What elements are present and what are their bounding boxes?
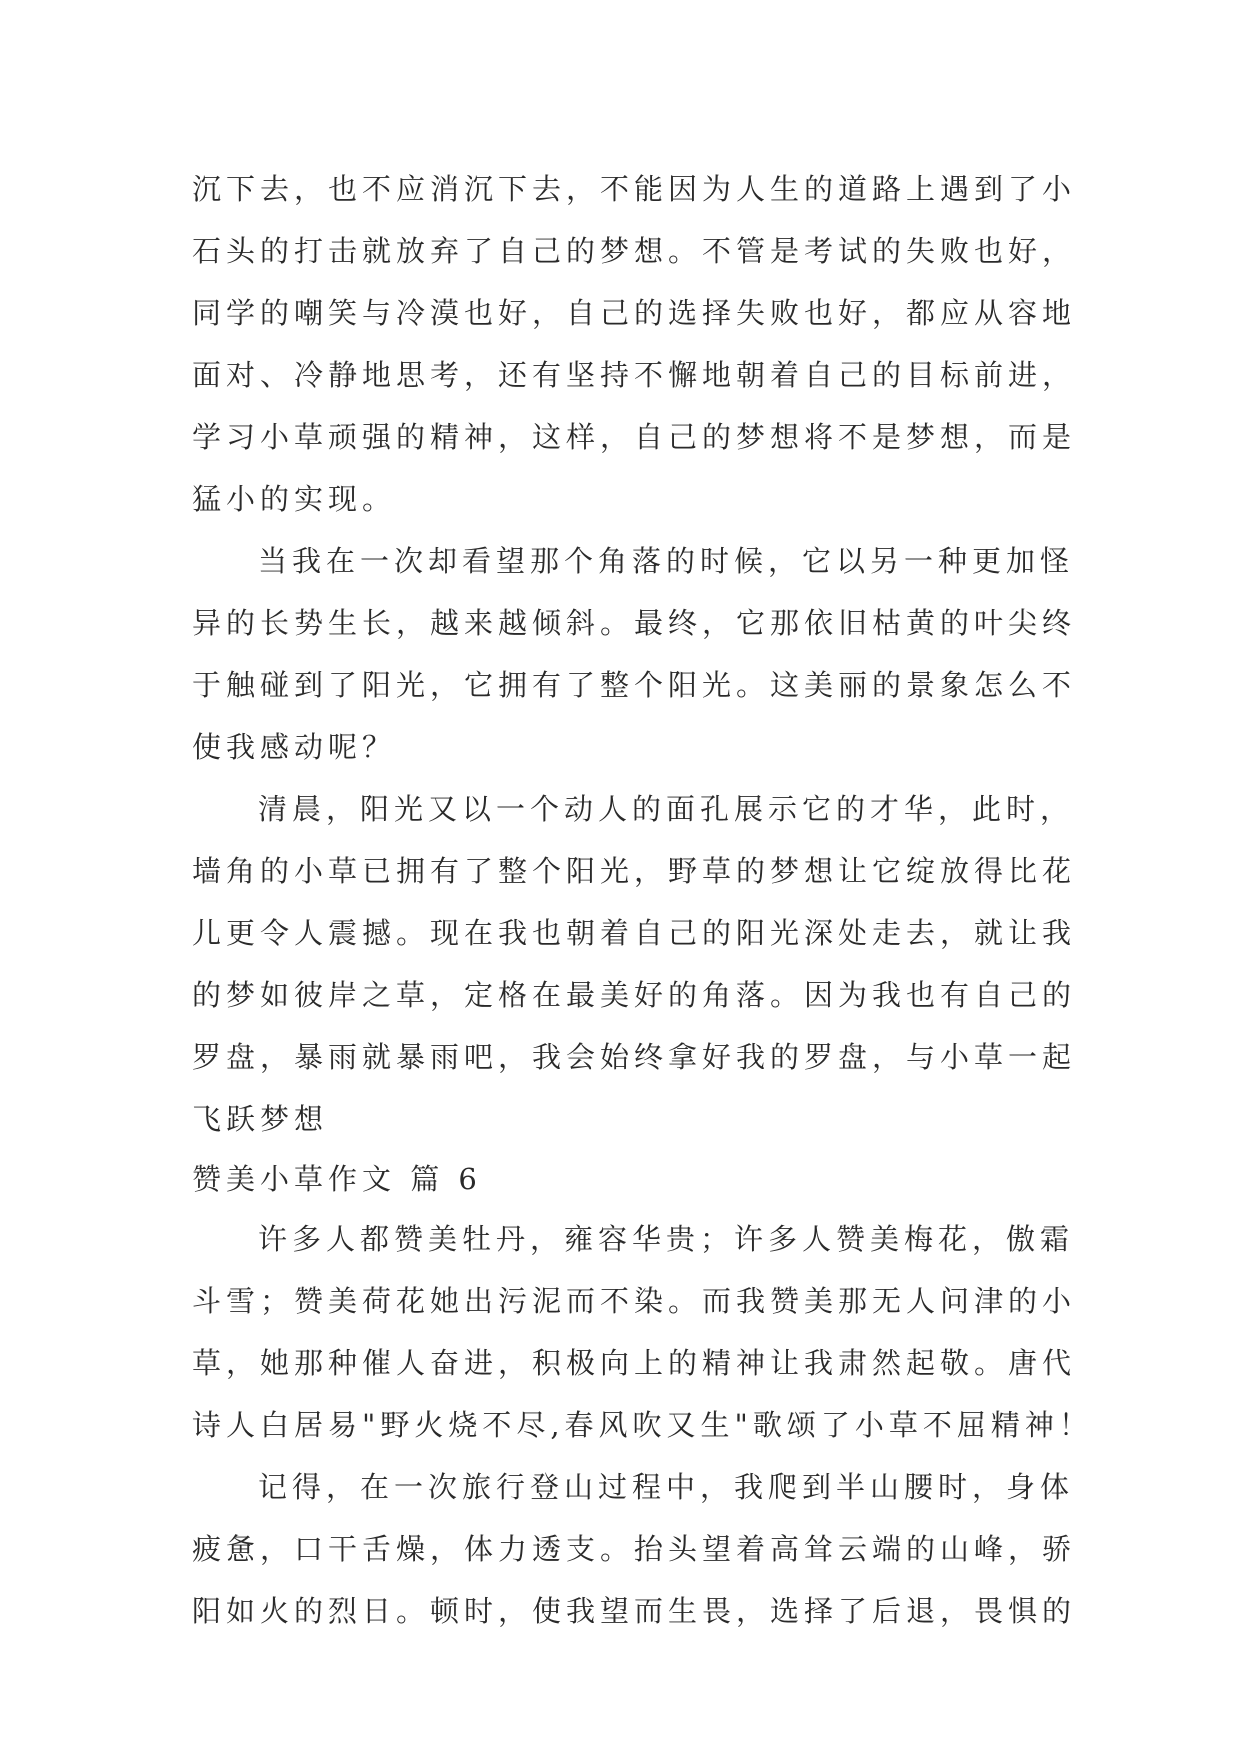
paragraph xyxy=(192,530,1077,778)
text-line: 的梦如彼岸之草，定格在最美好的角落。因为我也有自己的 xyxy=(192,978,1077,1012)
text-line: 斗雪；赞美荷花她出污泥而不染。而我赞美那无人问津的小 xyxy=(192,1284,1077,1318)
text-line: 记得，在一次旅行登山过程中，我爬到半山腰时，身体 xyxy=(258,1470,1075,1504)
text-line: 许多人都赞美牡丹，雍容华贵；许多人赞美梅花，傲霜 xyxy=(258,1222,1075,1256)
paragraph xyxy=(192,1208,1093,1456)
paragraph xyxy=(192,778,1077,1150)
section-heading: 赞美小草作文 篇 6 xyxy=(192,1162,482,1196)
text-line: 清晨，阳光又以一个动人的面孔展示它的才华，此时， xyxy=(258,792,1075,826)
text-line: 诗人白居易"野火烧不尽,春风吹又生"歌颂了小草不屈精神！ xyxy=(192,1408,1093,1442)
text-line: 儿更令人震撼。现在我也朝着自己的阳光深处走去，就让我 xyxy=(192,916,1077,950)
text-line: 异的长势生长，越来越倾斜。最终，它那依旧枯黄的叶尖终 xyxy=(192,606,1077,640)
text-line: 阳如火的烈日。顿时，使我望而生畏，选择了后退，畏惧的 xyxy=(192,1594,1077,1628)
text-line: 草，她那种催人奋进，积极向上的精神让我肃然起敬。唐代 xyxy=(192,1346,1077,1380)
text-line: 飞跃梦想 xyxy=(192,1102,329,1136)
document-body xyxy=(192,158,1093,1642)
paragraph xyxy=(192,158,1077,530)
text-line: 于触碰到了阳光，它拥有了整个阳光。这美丽的景象怎么不 xyxy=(192,668,1077,702)
text-line: 沉下去，也不应消沉下去，不能因为人生的道路上遇到了小 xyxy=(192,172,1077,206)
text-line: 当我在一次却看望那个角落的时候，它以另一种更加怪 xyxy=(258,544,1075,578)
text-line: 学习小草顽强的精神，这样，自己的梦想将不是梦想，而是 xyxy=(192,420,1077,454)
text-line: 疲惫，口干舌燥，体力透支。抬头望着高耸云端的山峰，骄 xyxy=(192,1532,1077,1566)
text-line: 面对、冷静地思考，还有坚持不懈地朝着自己的目标前进， xyxy=(192,358,1077,392)
text-line: 石头的打击就放弃了自己的梦想。不管是考试的失败也好， xyxy=(192,234,1077,268)
text-line: 罗盘，暴雨就暴雨吧，我会始终拿好我的罗盘，与小草一起 xyxy=(192,1040,1077,1074)
text-line: 同学的嘲笑与冷漠也好，自己的选择失败也好，都应从容地 xyxy=(192,296,1077,330)
text-line: 使我感动呢？ xyxy=(192,730,397,764)
text-line: 墙角的小草已拥有了整个阳光，野草的梦想让它绽放得比花 xyxy=(192,854,1077,888)
text-line: 猛小的实现。 xyxy=(192,482,397,516)
paragraph xyxy=(192,1456,1077,1642)
